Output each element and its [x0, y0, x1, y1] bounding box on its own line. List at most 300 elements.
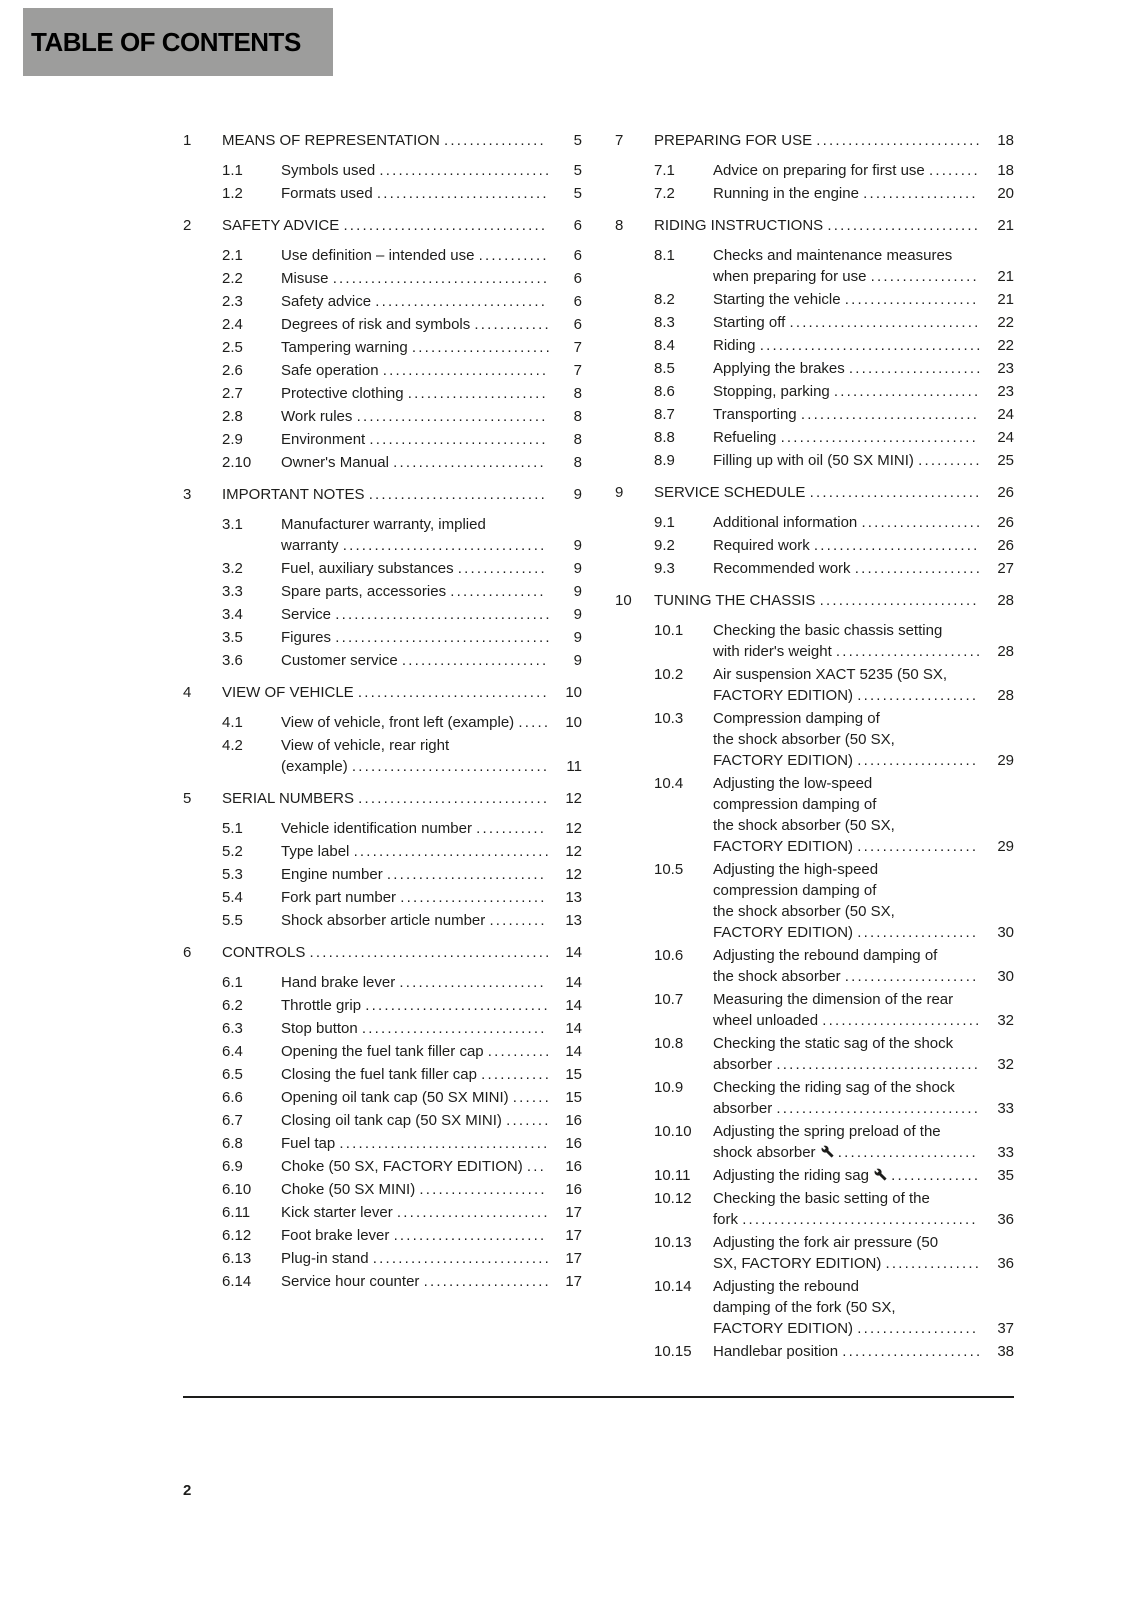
entry-title: Work rules	[281, 408, 353, 425]
dot-leader: ...................................	[759, 337, 983, 354]
entry-page-number: 32	[997, 1012, 1014, 1029]
entry-page-number: 16	[565, 1135, 582, 1152]
dot-leader: ...........................	[376, 185, 549, 202]
entry-body	[281, 245, 582, 266]
dot-leader: .........	[489, 912, 547, 929]
entry-title: Safe operation	[281, 362, 379, 379]
entry-title: Riding	[713, 337, 756, 354]
entry-body	[281, 604, 582, 625]
entry-title: Symbols used	[281, 162, 376, 179]
entry-page-number: 30	[997, 924, 1014, 941]
entry-page-number: 9	[573, 560, 582, 577]
entry-page-number: 16	[565, 1158, 582, 1175]
toc-section-entry[interactable]	[183, 183, 582, 204]
entry-title: PREPARING FOR USE	[654, 132, 813, 149]
entry-title: Starting the vehicle	[713, 291, 841, 308]
toc-section-entry[interactable]	[615, 535, 1014, 556]
entry-page-number: 26	[997, 514, 1014, 531]
toc-section-entry[interactable]	[183, 818, 582, 839]
entry-body	[713, 535, 1014, 556]
entry-body	[281, 291, 582, 312]
entry-body	[281, 314, 582, 335]
entry-title: Manufacturer warranty, implied warranty	[281, 516, 486, 554]
entry-body	[222, 215, 582, 236]
toc-chapter-entry[interactable]	[183, 484, 582, 505]
entry-number: 6.12	[222, 1227, 252, 1244]
dot-leader: ............................	[372, 1250, 552, 1267]
entry-body	[713, 1077, 1014, 1119]
entry-title: CONTROLS	[222, 944, 306, 961]
entry-page-number: 22	[997, 314, 1014, 331]
entry-page-number: 17	[565, 1204, 582, 1221]
entry-title: Hand brake lever	[281, 974, 396, 991]
entry-number: 5.1	[222, 820, 243, 837]
toc-chapter-entry[interactable]	[183, 788, 582, 809]
toc-section-entry[interactable]	[615, 404, 1014, 425]
entry-page-number: 27	[997, 560, 1014, 577]
entry-page-number: 21	[997, 217, 1014, 234]
entry-body	[713, 160, 1014, 181]
dot-leader: .......................	[401, 652, 549, 669]
entry-number: 2.8	[222, 408, 243, 425]
toc-column-right	[615, 130, 1014, 1364]
entry-title: MEANS OF REPRESENTATION	[222, 132, 440, 149]
entry-page-number: 25	[997, 452, 1014, 469]
toc-section-entry[interactable]	[183, 650, 582, 671]
entry-body	[281, 160, 582, 181]
toc-chapter-entry[interactable]	[183, 682, 582, 703]
entry-number: 6.3	[222, 1020, 243, 1037]
entry-number: 3.1	[222, 516, 243, 533]
dot-leader: .........................	[822, 1012, 982, 1029]
entry-body	[713, 1121, 1014, 1163]
entry-number: 10.14	[654, 1278, 692, 1295]
toc-section-entry[interactable]	[183, 245, 582, 266]
toc-section-entry[interactable]	[183, 972, 582, 993]
toc-chapter-entry[interactable]	[615, 482, 1014, 503]
entry-number: 10.11	[654, 1167, 691, 1184]
toc-section-entry[interactable]	[615, 450, 1014, 471]
dot-leader: .......................	[835, 643, 983, 660]
entry-page-number: 33	[997, 1144, 1014, 1161]
entry-number: 3	[183, 486, 192, 503]
dot-leader: .....................	[844, 291, 979, 308]
toc-section-entry[interactable]	[615, 289, 1014, 310]
toc-section-entry[interactable]	[183, 735, 582, 777]
entry-body	[281, 1202, 582, 1223]
entry-number: 6.8	[222, 1135, 243, 1152]
dot-leader: ...............................	[351, 758, 550, 775]
entry-page-number: 28	[997, 592, 1014, 609]
entry-title: Formats used	[281, 185, 373, 202]
dot-leader: ...................	[857, 838, 979, 855]
entry-body	[281, 581, 582, 602]
toc-section-entry[interactable]	[615, 358, 1014, 379]
entry-body	[281, 910, 582, 931]
entry-number: 1.1	[222, 162, 243, 179]
entry-page-number: 28	[997, 643, 1014, 660]
entry-number: 10.6	[654, 947, 684, 964]
toc-section-entry[interactable]	[615, 773, 1014, 857]
dot-leader: ........................	[396, 1204, 550, 1221]
entry-title: Service	[281, 606, 332, 623]
toc-section-entry[interactable]	[615, 160, 1014, 181]
entry-title: Adjusting the riding sag	[713, 1167, 869, 1184]
toc-section-entry[interactable]	[615, 512, 1014, 533]
footer-rule	[183, 1396, 1014, 1398]
entry-body	[281, 841, 582, 862]
toc-section-entry[interactable]	[183, 1156, 582, 1177]
toc-section-entry[interactable]	[615, 664, 1014, 706]
entry-number: 6.1	[222, 974, 243, 991]
dot-leader: ............	[474, 316, 551, 333]
entry-title: Starting off	[713, 314, 786, 331]
toc-chapter-entry[interactable]	[183, 130, 582, 151]
entry-page-number: 26	[997, 484, 1014, 501]
toc-section-entry[interactable]	[183, 291, 582, 312]
entry-body	[281, 268, 582, 289]
dot-leader: ..................	[863, 185, 978, 202]
wrench-icon	[874, 1168, 887, 1181]
entry-number: 6.4	[222, 1043, 243, 1060]
wrench-icon	[821, 1145, 834, 1158]
entry-body	[281, 1179, 582, 1200]
entry-body	[713, 183, 1014, 204]
toc-section-entry[interactable]	[615, 312, 1014, 333]
dot-leader: ..............................	[357, 684, 549, 701]
toc-section-entry[interactable]	[183, 995, 582, 1016]
entry-title: Adjusting the high-speed compression damping of the shock absorber (50 SX, FACTORY EDITION)	[713, 861, 895, 941]
entry-page-number: 7	[573, 339, 582, 356]
entry-title: Checking the basic chassis setting with rider's weight	[713, 622, 943, 660]
entry-page-number: 9	[573, 583, 582, 600]
entry-page-number: 8	[573, 408, 582, 425]
toc-section-entry[interactable]	[615, 620, 1014, 662]
entry-body	[281, 1225, 582, 1246]
toc-section-entry[interactable]	[183, 864, 582, 885]
toc-section-entry[interactable]	[615, 859, 1014, 943]
entry-body	[281, 337, 582, 358]
toc-section-entry[interactable]	[615, 1077, 1014, 1119]
entry-number: 2.6	[222, 362, 243, 379]
toc-section-entry[interactable]	[183, 1225, 582, 1246]
toc-section-entry[interactable]	[183, 910, 582, 931]
entry-body	[281, 995, 582, 1016]
entry-body	[713, 558, 1014, 579]
toc-section-entry[interactable]	[183, 160, 582, 181]
entry-title: Checking the riding sag of the shock absorber	[713, 1079, 955, 1117]
toc-column-left	[183, 130, 582, 1364]
toc-section-entry[interactable]	[183, 452, 582, 473]
entry-number: 4.1	[222, 714, 243, 731]
entry-title: Customer service	[281, 652, 398, 669]
dot-leader: ...........	[481, 1066, 552, 1083]
entry-number: 8.9	[654, 452, 675, 469]
dot-leader: ..........	[918, 452, 982, 469]
dot-leader: ...............	[450, 583, 546, 600]
entry-body	[713, 1165, 1014, 1186]
toc-section-entry[interactable]	[615, 381, 1014, 402]
dot-leader: ...........................	[375, 293, 548, 310]
dot-leader: ......	[512, 1089, 551, 1106]
entry-title: VIEW OF VEHICLE	[222, 684, 354, 701]
entry-body	[654, 590, 1014, 611]
entry-number: 3.6	[222, 652, 243, 669]
toc-section-entry[interactable]	[183, 558, 582, 579]
dot-leader: ...........................	[379, 162, 552, 179]
entry-body	[713, 245, 1014, 287]
dot-leader: .............................	[361, 1020, 547, 1037]
entry-title: Owner's Manual	[281, 454, 389, 471]
entry-title: View of vehicle, front left (example)	[281, 714, 515, 731]
entry-page-number: 12	[565, 843, 582, 860]
toc-chapter-entry[interactable]	[183, 942, 582, 963]
dot-leader: ...................	[857, 687, 979, 704]
entry-body	[281, 1041, 582, 1062]
entry-page-number: 33	[997, 1100, 1014, 1117]
entry-page-number: 7	[573, 362, 582, 379]
entry-title: Protective clothing	[281, 385, 404, 402]
entry-title: Throttle grip	[281, 997, 362, 1014]
toc-section-entry[interactable]	[183, 1202, 582, 1223]
toc-section-entry[interactable]	[615, 1121, 1014, 1163]
entry-number: 6.13	[222, 1250, 252, 1267]
entry-number: 6.6	[222, 1089, 243, 1106]
dot-leader: .....................	[844, 968, 979, 985]
toc-section-entry[interactable]	[183, 581, 582, 602]
entry-number: 2.7	[222, 385, 243, 402]
entry-title: RIDING INSTRUCTIONS	[654, 217, 824, 234]
toc-chapter-entry[interactable]	[615, 590, 1014, 611]
entry-number: 8.8	[654, 429, 675, 446]
entry-number: 9.2	[654, 537, 675, 554]
entry-title: Tampering warning	[281, 339, 408, 356]
dot-leader: ..................................	[332, 270, 550, 287]
dot-leader: ..................................	[335, 606, 552, 623]
toc-section-entry[interactable]	[615, 989, 1014, 1031]
entry-title: SERIAL NUMBERS	[222, 790, 354, 807]
entry-title: Adjusting the fork air pressure (50 SX, FACTORY EDITION)	[713, 1234, 939, 1272]
entry-title: Applying the brakes	[713, 360, 845, 377]
entry-page-number: 14	[565, 1020, 582, 1037]
entry-body	[222, 942, 582, 963]
entry-number: 3.2	[222, 560, 243, 577]
toc-section-entry[interactable]	[183, 1110, 582, 1131]
toc-section-entry[interactable]	[183, 712, 582, 733]
toc-section-entry[interactable]	[183, 514, 582, 556]
dot-leader: ...........	[476, 820, 547, 837]
entry-number: 1.2	[222, 185, 243, 202]
entry-number: 8.7	[654, 406, 675, 423]
entry-page-number: 10	[565, 684, 582, 701]
entry-body	[281, 712, 582, 733]
entry-body	[281, 406, 582, 427]
entry-number: 8.3	[654, 314, 675, 331]
dot-leader: ..........	[487, 1043, 552, 1060]
toc-section-entry[interactable]	[183, 1179, 582, 1200]
entry-page-number: 12	[565, 820, 582, 837]
toc-section-entry[interactable]	[615, 558, 1014, 579]
entry-title: Compression damping of the shock absorber (50 SX, FACTORY EDITION)	[713, 710, 895, 769]
entry-page-number: 6	[573, 316, 582, 333]
entry-page-number: 26	[997, 537, 1014, 554]
toc-section-entry[interactable]	[183, 1018, 582, 1039]
entry-body	[713, 404, 1014, 425]
page-header-box	[23, 8, 333, 76]
entry-body	[281, 1018, 582, 1039]
entry-title: Spare parts, accessories	[281, 583, 447, 600]
entry-page-number: 8	[573, 431, 582, 448]
toc-section-entry[interactable]	[615, 1165, 1014, 1186]
entry-page-number: 13	[565, 912, 582, 929]
entry-page-number: 14	[565, 974, 582, 991]
entry-page-number: 5	[573, 162, 582, 179]
page-title: TABLE OF CONTENTS	[31, 27, 301, 57]
toc-section-entry[interactable]	[183, 841, 582, 862]
entry-page-number: 37	[997, 1320, 1014, 1337]
dot-leader: ........................	[393, 454, 546, 471]
toc-section-entry[interactable]	[615, 1232, 1014, 1274]
entry-number: 10.8	[654, 1035, 684, 1052]
dot-leader: ....................	[854, 560, 983, 577]
entry-body	[222, 484, 582, 505]
entry-page-number: 9	[573, 629, 582, 646]
dot-leader: .....................................	[742, 1211, 978, 1228]
entry-title: Fuel, auxiliary substances	[281, 560, 454, 577]
dot-leader: .............................	[365, 997, 550, 1014]
entry-body	[713, 773, 1014, 857]
entry-number: 6.2	[222, 997, 243, 1014]
entry-page-number: 24	[997, 429, 1014, 446]
toc-section-entry[interactable]	[183, 383, 582, 404]
entry-body	[654, 482, 1014, 503]
entry-number: 2	[183, 217, 192, 234]
entry-page-number: 8	[573, 454, 582, 471]
toc-section-entry[interactable]	[615, 1276, 1014, 1339]
entry-title: TUNING THE CHASSIS	[654, 592, 816, 609]
entry-title: Running in the engine	[713, 185, 859, 202]
dot-leader: ......................	[837, 1144, 978, 1161]
toc-section-entry[interactable]	[183, 627, 582, 648]
entry-title: Fuel tap	[281, 1135, 336, 1152]
toc-section-entry[interactable]	[183, 314, 582, 335]
toc-section-entry[interactable]	[183, 360, 582, 381]
entry-page-number: 13	[565, 889, 582, 906]
entry-page-number: 18	[997, 132, 1014, 149]
toc-chapter-entry[interactable]	[183, 215, 582, 236]
dot-leader: .......................	[399, 974, 546, 991]
entry-title: Opening oil tank cap (50 SX MINI)	[281, 1089, 509, 1106]
toc-section-entry[interactable]	[615, 1341, 1014, 1362]
toc-section-entry[interactable]	[615, 183, 1014, 204]
entry-page-number: 21	[997, 291, 1014, 308]
dot-leader: ................................	[342, 537, 547, 554]
entry-page-number: 29	[997, 752, 1014, 769]
entry-page-number: 9	[573, 652, 582, 669]
toc-section-entry[interactable]	[183, 406, 582, 427]
toc-section-entry[interactable]	[183, 429, 582, 450]
entry-number: 10.4	[654, 775, 684, 792]
entry-title: Closing the fuel tank filler cap	[281, 1066, 477, 1083]
entry-title: Advice on preparing for first use	[713, 162, 925, 179]
dot-leader: .....	[518, 714, 551, 731]
toc-section-entry[interactable]	[183, 604, 582, 625]
entry-page-number: 23	[997, 383, 1014, 400]
entry-number: 4.2	[222, 737, 243, 754]
toc-section-entry[interactable]	[183, 887, 582, 908]
entry-body	[281, 383, 582, 404]
entry-title: Measuring the dimension of the rear wheel unloaded	[713, 991, 954, 1029]
entry-body	[281, 1110, 582, 1131]
toc-section-entry[interactable]	[615, 245, 1014, 287]
dot-leader: ...................	[857, 1320, 979, 1337]
toc-section-entry[interactable]	[183, 1133, 582, 1154]
entry-title: Refueling	[713, 429, 777, 446]
dot-leader: .......................	[400, 889, 547, 906]
toc-section-entry[interactable]	[615, 335, 1014, 356]
entry-title: Type label	[281, 843, 350, 860]
entry-page-number: 6	[573, 247, 582, 264]
toc-section-entry[interactable]	[615, 427, 1014, 448]
entry-title: Required work	[713, 537, 810, 554]
dot-leader: ............................	[369, 431, 548, 448]
entry-page-number: 23	[997, 360, 1014, 377]
entry-body	[713, 358, 1014, 379]
entry-page-number: 9	[573, 606, 582, 623]
entry-number: 5.2	[222, 843, 243, 860]
dot-leader: ...	[526, 1158, 547, 1175]
entry-number: 3.4	[222, 606, 243, 623]
toc-section-entry[interactable]	[183, 337, 582, 358]
entry-title: Stop button	[281, 1020, 358, 1037]
toc-section-entry[interactable]	[615, 708, 1014, 771]
toc-section-entry[interactable]	[615, 1033, 1014, 1075]
entry-body	[713, 859, 1014, 943]
dot-leader: ..............	[457, 560, 547, 577]
entry-page-number: 38	[997, 1343, 1014, 1360]
entry-number: 9.1	[654, 514, 675, 531]
entry-page-number: 14	[565, 1043, 582, 1060]
entry-body	[713, 1033, 1014, 1075]
toc-section-entry[interactable]	[183, 1271, 582, 1292]
toc-section-entry[interactable]	[183, 268, 582, 289]
toc-section-entry[interactable]	[615, 945, 1014, 987]
entry-number: 7	[615, 132, 624, 149]
entry-page-number: 20	[997, 185, 1014, 202]
entry-title: Adjusting the spring preload of the shock absorber	[713, 1123, 941, 1161]
toc-chapter-entry[interactable]	[615, 215, 1014, 236]
toc-section-entry[interactable]	[615, 1188, 1014, 1230]
entry-number: 5.5	[222, 912, 243, 929]
entry-number: 2.2	[222, 270, 243, 287]
dot-leader: .........................	[386, 866, 547, 883]
toc-section-entry[interactable]	[183, 1041, 582, 1062]
toc-section-entry[interactable]	[183, 1087, 582, 1108]
dot-leader: ........................	[393, 1227, 547, 1244]
entry-title: Adjusting the rebound damping of the shock absorber	[713, 947, 938, 985]
entry-number: 2.1	[222, 247, 243, 264]
entry-number: 7.2	[654, 185, 675, 202]
entry-body	[281, 1156, 582, 1177]
dot-leader: ...............	[885, 1255, 982, 1272]
toc-section-entry[interactable]	[183, 1248, 582, 1269]
entry-body	[281, 818, 582, 839]
toc-section-entry[interactable]	[183, 1064, 582, 1085]
entry-title: Foot brake lever	[281, 1227, 390, 1244]
entry-number: 10.13	[654, 1234, 692, 1251]
entry-number: 6.14	[222, 1273, 252, 1290]
toc-chapter-entry[interactable]	[615, 130, 1014, 151]
